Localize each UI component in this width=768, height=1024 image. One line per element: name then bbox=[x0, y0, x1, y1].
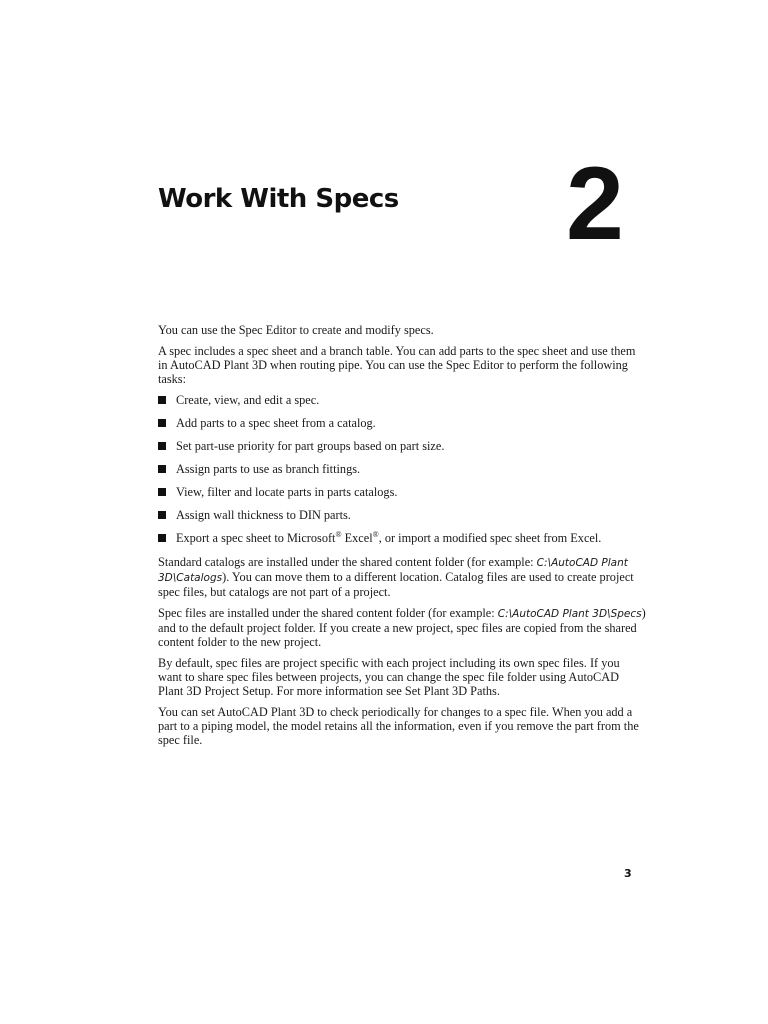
catalogs-paragraph bbox=[158, 555, 646, 599]
registered-mark: ® bbox=[335, 529, 342, 539]
list-item bbox=[158, 416, 646, 430]
chapter-number: 2 bbox=[566, 146, 621, 262]
square-bullet-icon bbox=[158, 465, 166, 473]
square-bullet-icon bbox=[158, 534, 166, 542]
task-text: Create, view, and edit a spec. bbox=[176, 393, 320, 407]
catalogs-text: Standard catalogs are installed under the shared content folder (for example: bbox=[158, 555, 537, 569]
task-list bbox=[158, 393, 646, 545]
spec-files-paragraph bbox=[158, 606, 646, 649]
list-item bbox=[158, 485, 646, 499]
catalogs-text: ). You can move them to a different location. Catalog files are used to create project spec files, but catalogs are not part of a project. bbox=[158, 570, 634, 599]
task-text: Assign wall thickness to DIN parts. bbox=[176, 508, 351, 522]
list-item bbox=[158, 462, 646, 476]
export-task-text bbox=[176, 531, 601, 545]
page-number: 3 bbox=[624, 867, 632, 880]
list-item bbox=[158, 531, 646, 545]
square-bullet-icon bbox=[158, 488, 166, 496]
list-item bbox=[158, 393, 646, 407]
square-bullet-icon bbox=[158, 419, 166, 427]
task-text: Add parts to a spec sheet from a catalog. bbox=[176, 416, 376, 430]
export-task-part: Excel bbox=[341, 531, 373, 545]
spec-files-text: Spec files are installed under the shared content folder (for example: bbox=[158, 606, 498, 620]
list-item bbox=[158, 439, 646, 453]
catalogs-path: C:\AutoCAD Plant 3D\Catalogs bbox=[158, 557, 628, 584]
check-paragraph: You can set AutoCAD Plant 3D to check periodically for changes to a spec file. When you add a part to a piping model, the model retains all the information, even if you remove the part from the spec file. bbox=[158, 705, 639, 747]
task-text: View, filter and locate parts in parts catalogs. bbox=[176, 485, 398, 499]
list-item bbox=[158, 508, 646, 522]
spec-files-path: C:\AutoCAD Plant 3D\Specs bbox=[497, 608, 642, 620]
spec-description-paragraph: A spec includes a spec sheet and a branch table. You can add parts to the spec sheet and use them in AutoCAD Plant 3D when routing pipe. You can use the Spec Editor to perform the following tasks: bbox=[158, 344, 636, 386]
intro-paragraph: You can use the Spec Editor to create and modify specs. bbox=[158, 323, 434, 337]
export-task-part: Export a spec sheet to Microsoft bbox=[176, 531, 336, 545]
square-bullet-icon bbox=[158, 442, 166, 450]
spec-files-text: ) and to the default project folder. If you create a new project, spec files are copied from the shared content folder to the new project. bbox=[158, 606, 646, 649]
task-text: Set part-use priority for part groups based on part size. bbox=[176, 439, 445, 453]
task-text: Assign parts to use as branch fittings. bbox=[176, 462, 361, 476]
default-paragraph: By default, spec files are project specific with each project including its own spec files. If you want to share spec files between projects, you can change the spec file folder using AutoCAD Plant 3D Project Setup. For more information see Set Plant 3D Paths. bbox=[158, 656, 620, 698]
export-task-part: , or import a modified spec sheet from Excel. bbox=[378, 531, 602, 545]
square-bullet-icon bbox=[158, 396, 166, 404]
chapter-body bbox=[158, 323, 646, 754]
square-bullet-icon bbox=[158, 511, 166, 519]
registered-mark: ® bbox=[372, 529, 379, 539]
chapter-title: Work With Specs bbox=[158, 184, 399, 214]
